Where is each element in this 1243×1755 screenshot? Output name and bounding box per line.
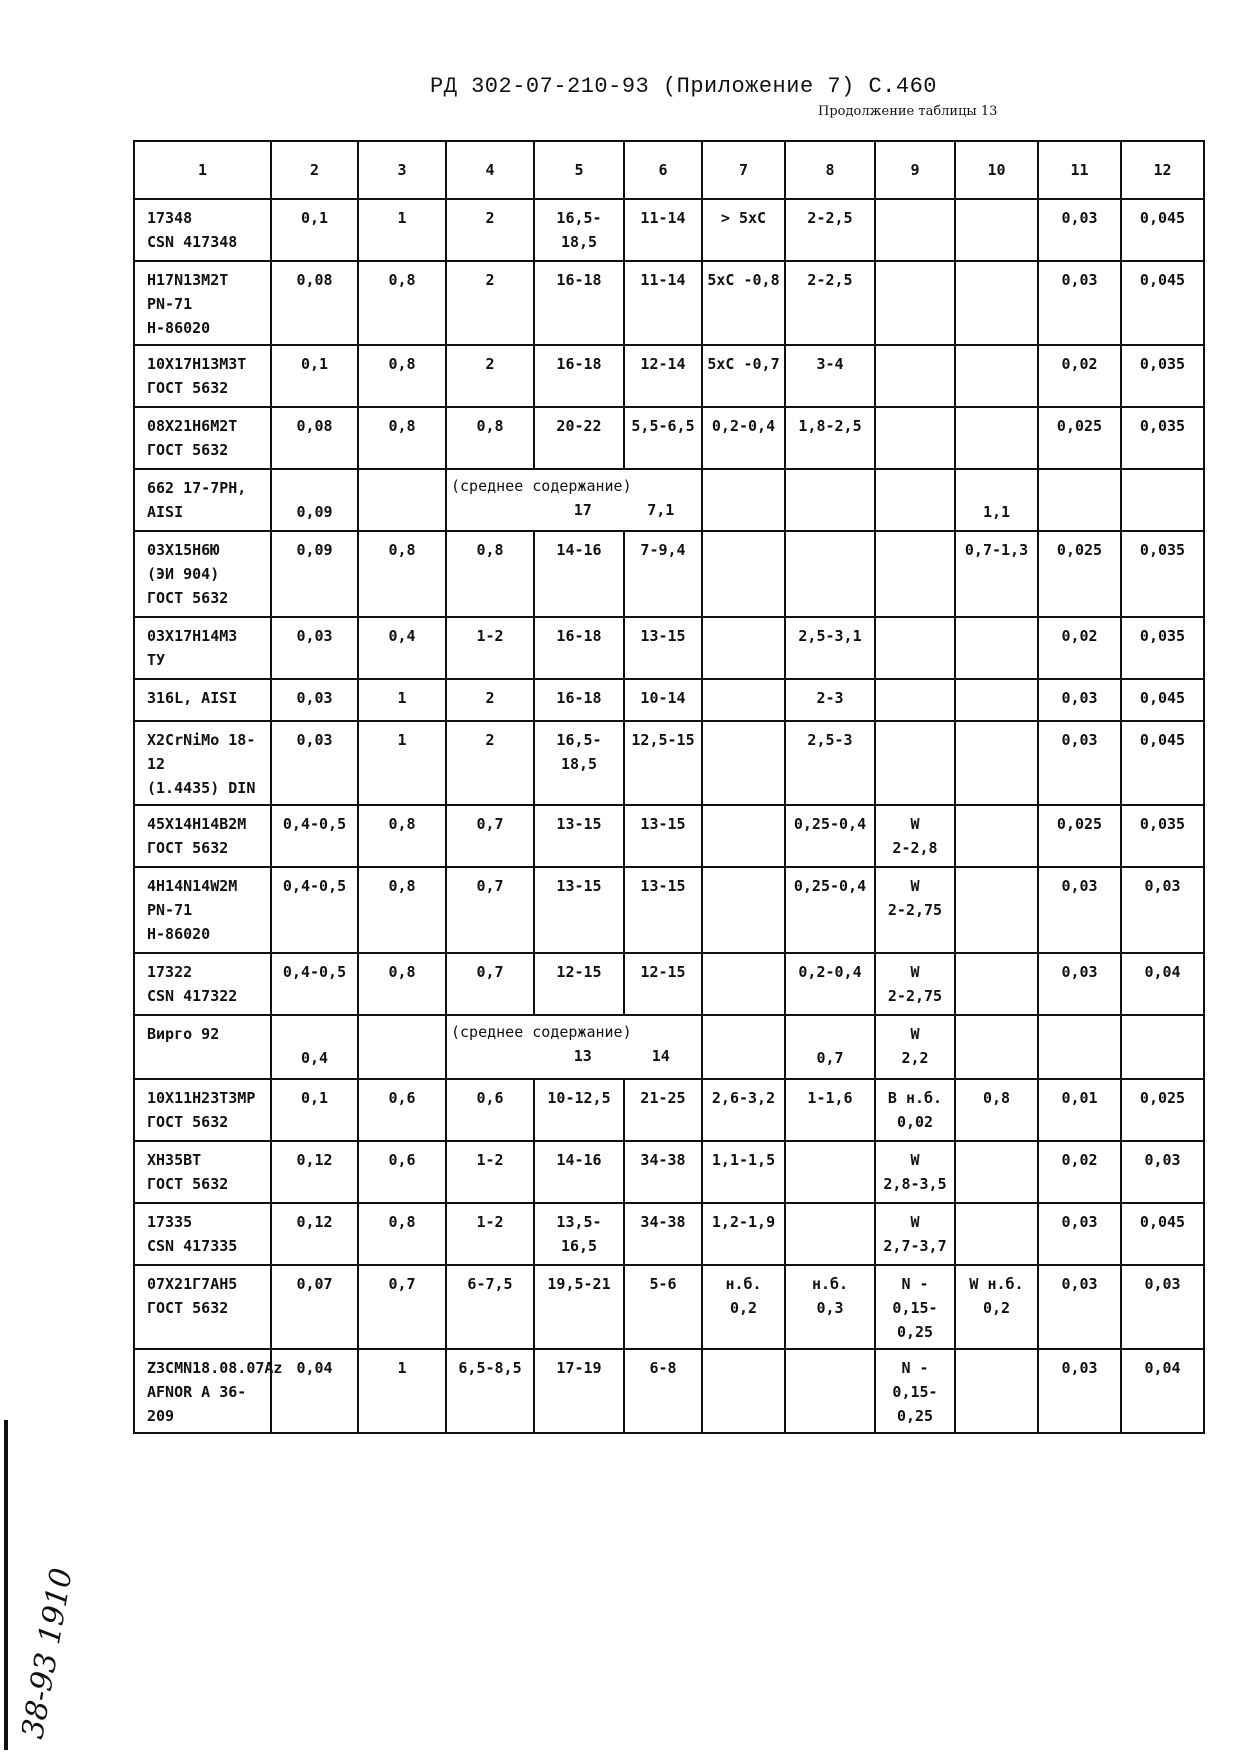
cell-col-5: 13-15: [534, 805, 624, 867]
handwritten-annotation: [0, 1420, 80, 1750]
table-row: [134, 805, 1204, 867]
cell-col-11: 0,025: [1038, 407, 1121, 469]
cell-col-10: W н.б. 0,2: [955, 1265, 1038, 1349]
table-row: [134, 261, 1204, 345]
grade-name-cell: 316L, AISI: [134, 679, 271, 721]
cell-col-4: 2: [446, 721, 534, 805]
table-row: [134, 1203, 1204, 1265]
column-header-8: 8: [785, 141, 875, 199]
cell-col-6: 12-15: [624, 953, 702, 1015]
table-body: [134, 199, 1204, 1433]
cell-col-2: 0,03: [271, 721, 358, 805]
table-row: [134, 1015, 1204, 1079]
cell-col-9: В н.б. 0,02: [875, 1079, 955, 1141]
cell-col-12: 0,035: [1121, 407, 1204, 469]
cell-col-10: [955, 867, 1038, 953]
cell-col-3: 0,8: [358, 407, 446, 469]
cell-col-9: W 2-2,8: [875, 805, 955, 867]
cell-col-10: [955, 1141, 1038, 1203]
cell-col-2: 0,4-0,5: [271, 953, 358, 1015]
cell-col-12: 0,045: [1121, 721, 1204, 805]
grade-name-cell: 03Х17Н14М3 ТУ: [134, 617, 271, 679]
table-row: [134, 531, 1204, 617]
cell-col-6: 21-25: [624, 1079, 702, 1141]
cell-col-6: 10-14: [624, 679, 702, 721]
cell-col-6: 12-14: [624, 345, 702, 407]
cell-col-4: 6-7,5: [446, 1265, 534, 1349]
cell-col-6: 5-6: [624, 1265, 702, 1349]
cell-col-5: 16-18: [534, 679, 624, 721]
cell-col-11: 0,03: [1038, 1265, 1121, 1349]
cell-col-11: [1038, 469, 1121, 531]
cell-col-8: 2,5-3,1: [785, 617, 875, 679]
cell-col-9: N - 0,15- 0,25: [875, 1265, 955, 1349]
cell-col-11: 0,02: [1038, 617, 1121, 679]
cell-col-7: [702, 1015, 785, 1079]
cell-col-11: 0,025: [1038, 805, 1121, 867]
cell-col-4: 0,7: [446, 953, 534, 1015]
cell-col-8: 0,25-0,4: [785, 805, 875, 867]
cell-col-2: 0,08: [271, 261, 358, 345]
cell-col-3: 1: [358, 199, 446, 261]
cell-col-12: 0,035: [1121, 345, 1204, 407]
cell-col-3: 0,6: [358, 1079, 446, 1141]
table-header-row: [134, 141, 1204, 199]
cell-col-2: 0,04: [271, 1349, 358, 1433]
column-header-1: 1: [134, 141, 271, 199]
table-row: [134, 1265, 1204, 1349]
grade-name-cell: 10Х11Н23Т3МР ГОСТ 5632: [134, 1079, 271, 1141]
cell-col-8: 2,5-3: [785, 721, 875, 805]
cell-col-5: 17: [573, 501, 592, 519]
cell-col-2: 0,07: [271, 1265, 358, 1349]
cell-col-4: 0,6: [446, 1079, 534, 1141]
grade-name-cell: X2CrNiMo 18-12 (1.4435) DIN: [134, 721, 271, 805]
cell-col-4: 0,7: [446, 867, 534, 953]
cell-col-8: [785, 1141, 875, 1203]
table-row: [134, 1079, 1204, 1141]
cell-col-11: 0,025: [1038, 531, 1121, 617]
cell-col-8: 0,7: [785, 1015, 875, 1079]
document-title: РД 302-07-210-93 (Приложение 7) С.460: [430, 74, 937, 99]
cell-col-7: > 5хС: [702, 199, 785, 261]
cell-col-10: [955, 805, 1038, 867]
cell-col-5: 16,5-18,5: [534, 199, 624, 261]
cell-col-4: 6,5-8,5: [446, 1349, 534, 1433]
cell-col-11: 0,03: [1038, 199, 1121, 261]
cell-col-2: 0,03: [271, 679, 358, 721]
cell-col-3: 0,8: [358, 531, 446, 617]
cell-col-10: 0,8: [955, 1079, 1038, 1141]
cell-col-7: [702, 1349, 785, 1433]
cell-col-12: 0,035: [1121, 531, 1204, 617]
cell-col-3: 1: [358, 1349, 446, 1433]
table-continuation-caption: Продолжение таблицы 13: [818, 104, 998, 119]
cell-col-10: [955, 617, 1038, 679]
cell-col-11: 0,03: [1038, 679, 1121, 721]
cell-col-2: 0,1: [271, 199, 358, 261]
grade-name-cell: Вирго 92: [134, 1015, 271, 1079]
cell-col-8: [785, 531, 875, 617]
cell-col-9: [875, 679, 955, 721]
cell-col-4: [446, 1015, 702, 1079]
cell-col-2: 0,4-0,5: [271, 867, 358, 953]
cell-col-8: 3-4: [785, 345, 875, 407]
cell-col-5: 13,5-16,5: [534, 1203, 624, 1265]
cell-col-2: 0,4-0,5: [271, 805, 358, 867]
cell-col-12: 0,045: [1121, 199, 1204, 261]
table-row: [134, 407, 1204, 469]
cell-col-3: 0,8: [358, 805, 446, 867]
grade-name-cell: 4H14N14W2M PN-71 H-86020: [134, 867, 271, 953]
cell-col-5: 10-12,5: [534, 1079, 624, 1141]
cell-col-9: [875, 345, 955, 407]
cell-col-12: 0,025: [1121, 1079, 1204, 1141]
table-row: [134, 199, 1204, 261]
grade-name-cell: 17348 CSN 417348: [134, 199, 271, 261]
column-header-12: 12: [1121, 141, 1204, 199]
cell-col-9: W 2,8-3,5: [875, 1141, 955, 1203]
cell-col-12: 0,045: [1121, 261, 1204, 345]
cell-col-7: [702, 805, 785, 867]
cell-col-7: 2,6-3,2: [702, 1079, 785, 1141]
cell-col-11: 0,03: [1038, 953, 1121, 1015]
cell-col-11: 0,02: [1038, 345, 1121, 407]
cell-col-7: 1,2-1,9: [702, 1203, 785, 1265]
cell-col-10: [955, 199, 1038, 261]
cell-col-4: 2: [446, 345, 534, 407]
cell-col-6: 6-8: [624, 1349, 702, 1433]
cell-col-8: н.б. 0,3: [785, 1265, 875, 1349]
column-header-11: 11: [1038, 141, 1121, 199]
cell-col-3: 0,8: [358, 1203, 446, 1265]
cell-col-4: 1-2: [446, 1203, 534, 1265]
cell-col-6: 12,5-15: [624, 721, 702, 805]
cell-col-9: [875, 199, 955, 261]
cell-col-12: 0,035: [1121, 617, 1204, 679]
cell-col-6: 11-14: [624, 199, 702, 261]
cell-col-8: 1-1,6: [785, 1079, 875, 1141]
cell-col-10: [955, 1015, 1038, 1079]
cell-col-9: [875, 407, 955, 469]
cell-col-3: 1: [358, 679, 446, 721]
cell-col-6: 7,1: [647, 501, 675, 519]
table-row: [134, 617, 1204, 679]
column-header-3: 3: [358, 141, 446, 199]
cell-col-9: [875, 617, 955, 679]
cell-col-2: 0,12: [271, 1141, 358, 1203]
cell-col-7: 0,2-0,4: [702, 407, 785, 469]
cell-col-7: [702, 867, 785, 953]
cell-col-12: [1121, 1015, 1204, 1079]
cell-col-5: 20-22: [534, 407, 624, 469]
cell-col-10: [955, 953, 1038, 1015]
cell-col-4: 2: [446, 199, 534, 261]
cell-col-7: 1,1-1,5: [702, 1141, 785, 1203]
cell-col-12: [1121, 469, 1204, 531]
cell-col-3: 0,4: [358, 617, 446, 679]
cell-col-6: 34-38: [624, 1141, 702, 1203]
cell-col-2: 0,08: [271, 407, 358, 469]
cell-col-2: 0,1: [271, 345, 358, 407]
cell-col-9: W 2,7-3,7: [875, 1203, 955, 1265]
cell-col-3: 1: [358, 721, 446, 805]
table-row: [134, 1141, 1204, 1203]
grade-name-cell: H17N13M2T PN-71 H-86020: [134, 261, 271, 345]
cell-col-4: 0,8: [446, 407, 534, 469]
cell-col-2: 0,12: [271, 1203, 358, 1265]
grade-name-cell: ХН35ВТ ГОСТ 5632: [134, 1141, 271, 1203]
cell-col-2: 0,1: [271, 1079, 358, 1141]
cell-col-11: 0,03: [1038, 1349, 1121, 1433]
table-row: [134, 345, 1204, 407]
column-header-6: 6: [624, 141, 702, 199]
cell-col-6: 13-15: [624, 617, 702, 679]
cell-col-9: [875, 261, 955, 345]
cell-col-4: 2: [446, 679, 534, 721]
composition-table: [133, 140, 1205, 1434]
table-row: [134, 721, 1204, 805]
cell-col-11: 0,03: [1038, 1203, 1121, 1265]
cell-col-4: [446, 469, 702, 531]
grade-name-cell: Z3CMN18.08.07Az AFNOR A 36-209: [134, 1349, 271, 1433]
cell-col-7: 5хС -0,8: [702, 261, 785, 345]
cell-col-11: 0,03: [1038, 867, 1121, 953]
grade-name-cell: 08Х21Н6М2Т ГОСТ 5632: [134, 407, 271, 469]
cell-col-7: [702, 469, 785, 531]
cell-col-2: 0,09: [271, 469, 358, 531]
average-content-note: (среднее содержание): [451, 1023, 632, 1041]
cell-col-5: 14-16: [534, 1141, 624, 1203]
table-row: [134, 867, 1204, 953]
cell-col-3: [358, 1015, 446, 1079]
cell-col-7: [702, 679, 785, 721]
cell-col-12: 0,04: [1121, 953, 1204, 1015]
cell-col-11: 0,01: [1038, 1079, 1121, 1141]
cell-col-9: [875, 531, 955, 617]
cell-col-3: 0,7: [358, 1265, 446, 1349]
cell-col-10: [955, 679, 1038, 721]
cell-col-3: 0,8: [358, 261, 446, 345]
cell-col-6: 13-15: [624, 867, 702, 953]
cell-col-8: 2-3: [785, 679, 875, 721]
cell-col-12: 0,045: [1121, 679, 1204, 721]
cell-col-5: 14-16: [534, 531, 624, 617]
table-row: [134, 953, 1204, 1015]
cell-col-10: [955, 721, 1038, 805]
cell-col-5: 19,5-21: [534, 1265, 624, 1349]
cell-col-7: 5хС -0,7: [702, 345, 785, 407]
cell-col-5: 17-19: [534, 1349, 624, 1433]
cell-col-5: 13: [573, 1047, 592, 1065]
cell-col-7: [702, 531, 785, 617]
cell-col-4: 1-2: [446, 1141, 534, 1203]
grade-name-cell: 662 17-7PH, AISI: [134, 469, 271, 531]
cell-col-10: [955, 407, 1038, 469]
cell-col-9: W 2-2,75: [875, 867, 955, 953]
cell-col-2: 0,4: [271, 1015, 358, 1079]
cell-col-5: 16,5-18,5: [534, 721, 624, 805]
cell-col-8: [785, 1203, 875, 1265]
column-header-5: 5: [534, 141, 624, 199]
column-header-4: 4: [446, 141, 534, 199]
cell-col-8: 2-2,5: [785, 261, 875, 345]
cell-col-5: 13-15: [534, 867, 624, 953]
cell-col-8: [785, 469, 875, 531]
cell-col-7: [702, 617, 785, 679]
cell-col-9: N - 0,15- 0,25: [875, 1349, 955, 1433]
table-row: [134, 1349, 1204, 1433]
cell-col-6: 34-38: [624, 1203, 702, 1265]
grade-name-cell: 45Х14Н14В2М ГОСТ 5632: [134, 805, 271, 867]
table-row: [134, 679, 1204, 721]
cell-col-4: 0,7: [446, 805, 534, 867]
cell-col-10: 1,1: [955, 469, 1038, 531]
cell-col-10: [955, 261, 1038, 345]
cell-col-12: 0,03: [1121, 1265, 1204, 1349]
cell-col-4: 2: [446, 261, 534, 345]
cell-col-2: 0,09: [271, 531, 358, 617]
cell-col-3: 0,6: [358, 1141, 446, 1203]
cell-col-9: [875, 721, 955, 805]
cell-col-2: 0,03: [271, 617, 358, 679]
column-header-7: 7: [702, 141, 785, 199]
cell-col-4: 1-2: [446, 617, 534, 679]
average-content-note: (среднее содержание): [451, 477, 632, 495]
cell-col-3: 0,8: [358, 345, 446, 407]
cell-col-12: 0,045: [1121, 1203, 1204, 1265]
table-row: [134, 469, 1204, 531]
grade-name-cell: 07Х21Г7АН5 ГОСТ 5632: [134, 1265, 271, 1349]
cell-col-11: 0,03: [1038, 261, 1121, 345]
cell-col-10: 0,7-1,3: [955, 531, 1038, 617]
grade-name-cell: 17335 CSN 417335: [134, 1203, 271, 1265]
cell-col-6: 14: [651, 1047, 670, 1065]
cell-col-11: 0,02: [1038, 1141, 1121, 1203]
cell-col-12: 0,03: [1121, 1141, 1204, 1203]
cell-col-3: [358, 469, 446, 531]
cell-col-6: 7-9,4: [624, 531, 702, 617]
handwriting-text: 38-93 1910: [15, 1565, 80, 1742]
column-header-9: 9: [875, 141, 955, 199]
cell-col-6: 13-15: [624, 805, 702, 867]
grade-name-cell: 17322 CSN 417322: [134, 953, 271, 1015]
cell-col-9: W 2,2: [875, 1015, 955, 1079]
cell-col-12: 0,04: [1121, 1349, 1204, 1433]
cell-col-10: [955, 345, 1038, 407]
cell-col-8: [785, 1349, 875, 1433]
cell-col-9: [875, 469, 955, 531]
cell-col-7: н.б. 0,2: [702, 1265, 785, 1349]
grade-name-cell: 10Х17Н13М3Т ГОСТ 5632: [134, 345, 271, 407]
cell-col-11: [1038, 1015, 1121, 1079]
cell-col-7: [702, 721, 785, 805]
cell-col-3: 0,8: [358, 867, 446, 953]
cell-col-11: 0,03: [1038, 721, 1121, 805]
cell-col-7: [702, 953, 785, 1015]
cell-col-5: 16-18: [534, 617, 624, 679]
cell-col-6: 11-14: [624, 261, 702, 345]
cell-col-8: 1,8-2,5: [785, 407, 875, 469]
column-header-10: 10: [955, 141, 1038, 199]
cell-col-12: 0,03: [1121, 867, 1204, 953]
cell-col-9: W 2-2,75: [875, 953, 955, 1015]
cell-col-8: 0,2-0,4: [785, 953, 875, 1015]
cell-col-10: [955, 1203, 1038, 1265]
cell-col-5: 16-18: [534, 261, 624, 345]
cell-col-6: 5,5-6,5: [624, 407, 702, 469]
cell-col-12: 0,035: [1121, 805, 1204, 867]
cell-col-10: [955, 1349, 1038, 1433]
cell-col-5: 12-15: [534, 953, 624, 1015]
cell-col-5: 16-18: [534, 345, 624, 407]
cell-col-8: 2-2,5: [785, 199, 875, 261]
cell-col-8: 0,25-0,4: [785, 867, 875, 953]
grade-name-cell: 03Х15Н6Ю (ЭИ 904) ГОСТ 5632: [134, 531, 271, 617]
cell-col-4: 0,8: [446, 531, 534, 617]
cell-col-3: 0,8: [358, 953, 446, 1015]
column-header-2: 2: [271, 141, 358, 199]
